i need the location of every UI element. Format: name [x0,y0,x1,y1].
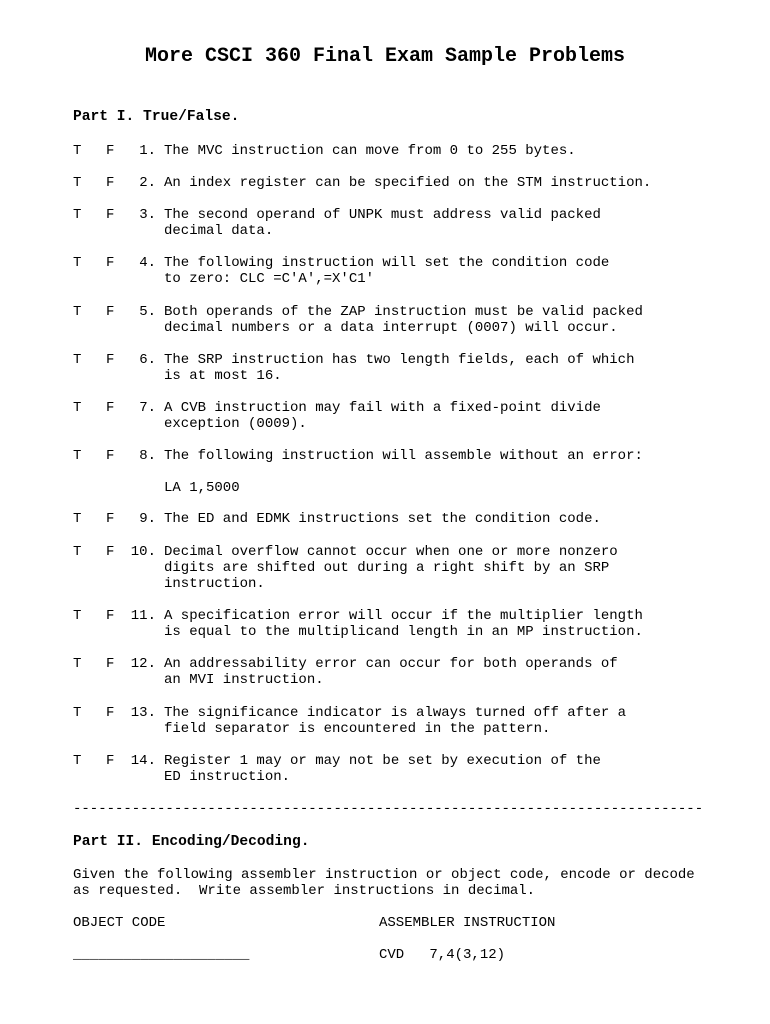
false-option[interactable]: F [106,352,115,368]
question-text: digits are shifted out during a right shift by an SRP [164,560,610,576]
page-title: More CSCI 360 Final Exam Sample Problems [144,45,626,68]
question-text: The ED and EDMK instructions set the condition code. [164,511,601,527]
question-text: is equal to the multiplicand length in an MP instruction. [164,624,643,640]
question-text: The SRP instruction has two length fields, each of which [164,352,635,368]
question-text: A specification error will occur if the multiplier length [164,608,643,624]
false-option[interactable]: F [106,448,115,464]
part2-heading: Part II. Encoding/Decoding. [73,834,310,850]
section-divider: --------------------------------------------------------------------------- [73,801,704,817]
false-option[interactable]: F [106,207,115,223]
question-text: An addressability error can occur for both operands of [164,656,618,672]
question-number: 14. [130,753,156,769]
false-option[interactable]: F [106,753,115,769]
question-text: to zero: CLC =C'A',=X'C1' [164,271,375,287]
question-number: 12. [130,656,156,672]
question-number: 5. [139,304,156,320]
question-text: decimal data. [164,223,274,239]
assembler-instruction-column-header: ASSEMBLER INSTRUCTION [379,915,556,931]
question-text: ED instruction. [164,769,291,785]
question-number: 4. [139,255,156,271]
true-option[interactable]: T [73,608,82,624]
true-option[interactable]: T [73,544,82,560]
question-text: Decimal overflow cannot occur when one or more nonzero [164,544,618,560]
false-option[interactable]: F [106,544,115,560]
true-option[interactable]: T [73,143,82,159]
question-number: 10. [130,544,156,560]
true-option[interactable]: T [73,255,82,271]
true-option[interactable]: T [73,448,82,464]
assembler-instruction-value: CVD 7,4(3,12) [379,947,506,963]
true-option[interactable]: T [73,304,82,320]
true-option[interactable]: T [73,400,82,416]
question-number: 3. [139,207,156,223]
false-option[interactable]: F [106,175,115,191]
false-option[interactable]: F [106,705,115,721]
question-number: 13. [130,705,156,721]
true-option[interactable]: T [73,656,82,672]
true-option[interactable]: T [73,511,82,527]
question-text: The MVC instruction can move from 0 to 255 bytes. [164,143,576,159]
true-option[interactable]: T [73,207,82,223]
part2-instructions-line2: as requested. Write assembler instructions in decimal. [73,883,536,899]
question-number: 11. [130,608,156,624]
question-number: 7. [139,400,156,416]
false-option[interactable]: F [106,304,115,320]
question-code: LA 1,5000 [164,480,240,496]
question-text: Register 1 may or may not be set by execution of the [164,753,601,769]
question-text: The following instruction will set the condition code [164,255,610,271]
object-code-column-header: OBJECT CODE [73,915,166,931]
true-option[interactable]: T [73,352,82,368]
object-code-answer-blank[interactable]: _____________________ [73,947,250,963]
false-option[interactable]: F [106,656,115,672]
question-number: 9. [139,511,156,527]
question-text: An index register can be specified on the STM instruction. [164,175,652,191]
part2-instructions-line1: Given the following assembler instruction or object code, encode or decode [73,867,695,883]
false-option[interactable]: F [106,255,115,271]
true-option[interactable]: T [73,753,82,769]
question-text: The significance indicator is always turned off after a [164,705,627,721]
true-option[interactable]: T [73,175,82,191]
question-text: exception (0009). [164,416,307,432]
question-text: field separator is encountered in the pattern. [164,721,551,737]
question-text: instruction. [164,576,265,592]
part1-heading: Part I. True/False. [73,109,240,125]
question-number: 2. [139,175,156,191]
false-option[interactable]: F [106,608,115,624]
question-number: 1. [139,143,156,159]
question-text: an MVI instruction. [164,672,324,688]
question-text: The following instruction will assemble without an error: [164,448,643,464]
question-text: The second operand of UNPK must address valid packed [164,207,601,223]
question-text: A CVB instruction may fail with a fixed-point divide [164,400,601,416]
true-option[interactable]: T [73,705,82,721]
question-text: Both operands of the ZAP instruction must be valid packed [164,304,643,320]
false-option[interactable]: F [106,400,115,416]
false-option[interactable]: F [106,143,115,159]
question-number: 6. [139,352,156,368]
question-number: 8. [139,448,156,464]
question-text: is at most 16. [164,368,282,384]
question-text: decimal numbers or a data interrupt (0007) will occur. [164,320,618,336]
false-option[interactable]: F [106,511,115,527]
